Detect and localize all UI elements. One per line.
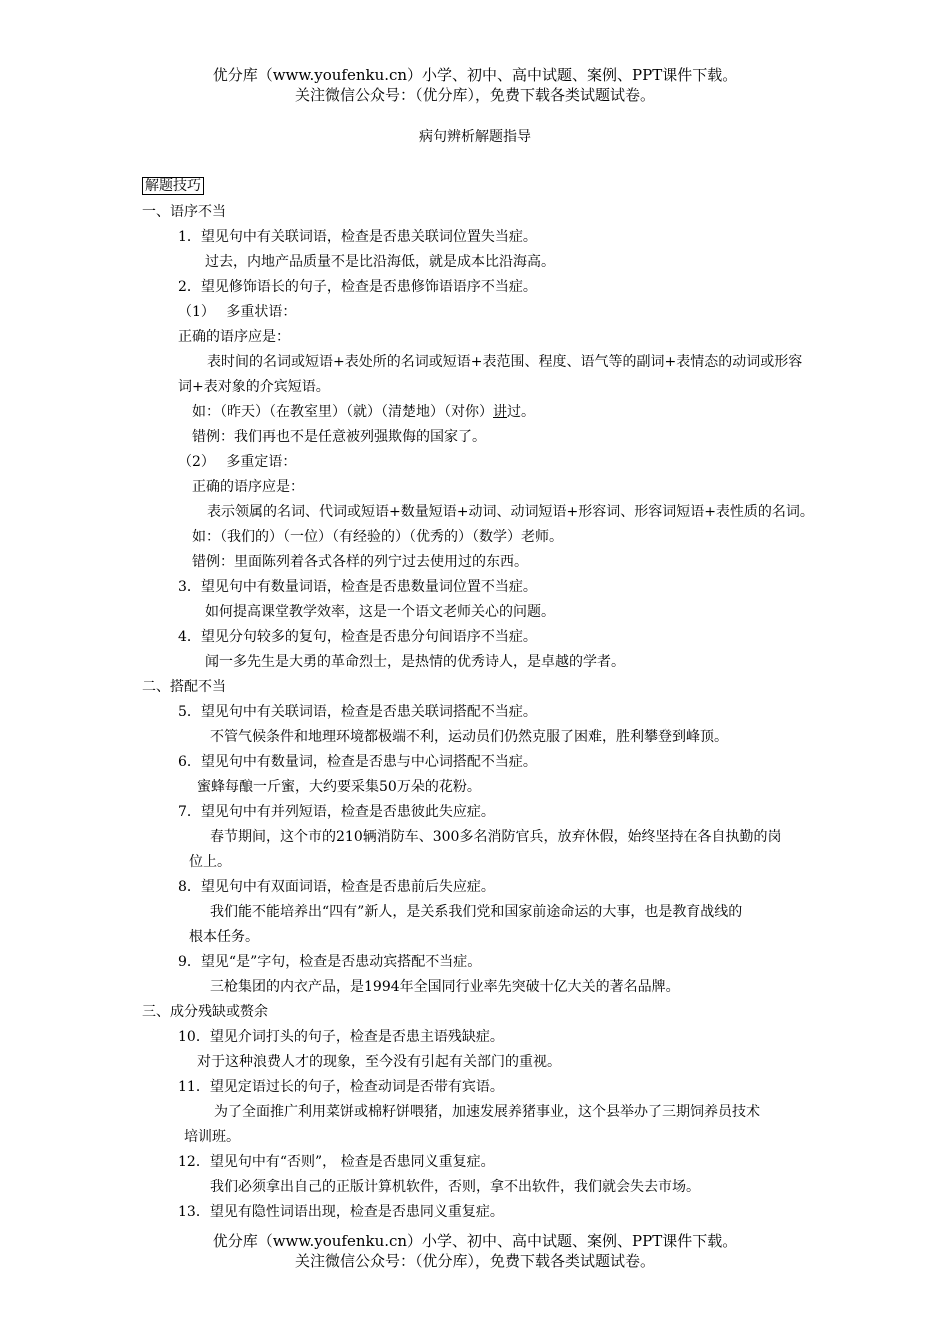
item-2-sub-2-example: 如：（我们的）（一位）（有经验的）（优秀的）（数学）老师。 — [192, 529, 563, 545]
page-title: 病句辨析解题指导 — [419, 129, 531, 145]
item-5: 5．望见句中有关联词语，检查是否患关联词搭配不当症。 — [178, 704, 537, 720]
item-2: 2．望见修饰语长的句子，检查是否患修饰语语序不当症。 — [178, 279, 537, 295]
item-2-sub-2-rule: 表示领属的名词、代词或短语+数量短语+动词、动词短语+形容词、形容词短语+表性质的名词。 — [207, 504, 814, 520]
item-9-example: 三枪集团的内衣产品，是1994年全国同行业率先突破十亿大关的著名品牌。 — [210, 979, 680, 995]
header-line-1: 优分库（www.youfenku.cn）小学、初中、高中试题、案例、PPT课件下载。 — [212, 66, 738, 84]
tips-box-label — [142, 177, 204, 195]
item-9: 9．望见“是”字句，检查是否患动宾搭配不当症。 — [178, 954, 482, 970]
item-3-example: 如何提高课堂教学效率，这是一个语文老师关心的问题。 — [205, 604, 555, 620]
example-prefix: 如：（昨天）（在教室里）（就）（清楚地）（对你） — [192, 404, 493, 420]
item-2-sub-2-label: 正确的语序应是： — [192, 479, 304, 495]
section-3-heading: 三、成分残缺或赘余 — [142, 1004, 268, 1020]
tips-box: 解题技巧 — [142, 177, 204, 195]
item-1-example: 过去，内地产品质量不是比沿海低，就是成本比沿海高。 — [205, 254, 555, 270]
item-8-example-line-1: 我们能不能培养出“四有”新人，是关系我们党和国家前途命运的大事，也是教育战线的 — [210, 904, 743, 920]
item-2-sub-1-example — [192, 403, 535, 421]
example-suffix: 过。 — [507, 404, 535, 420]
item-11-example-line-1: 为了全面推广利用菜饼或棉籽饼喂猪，加速发展养猪事业，这个县举办了三期饲养员技术 — [214, 1104, 760, 1120]
item-8: 8．望见句中有双面词语，检查是否患前后失应症。 — [178, 879, 495, 895]
item-6: 6．望见句中有数量词，检查是否患与中心词搭配不当症。 — [178, 754, 537, 770]
item-7-example-line-1: 春节期间，这个市的210辆消防车、300多名消防官兵，放弃休假，始终坚持在各自执勤的岗 — [210, 829, 782, 845]
header-line-2: 关注微信公众号：（优分库），免费下载各类试题试卷。 — [294, 86, 655, 104]
item-12: 12．望见句中有“否则”， 检查是否患同义重复症。 — [178, 1154, 495, 1170]
footer-line-2: 关注微信公众号：（优分库），免费下载各类试题试卷。 — [294, 1252, 655, 1270]
item-8-example-line-2: 根本任务。 — [189, 929, 259, 945]
item-7: 7．望见句中有并列短语，检查是否患彼此失应症。 — [178, 804, 495, 820]
item-13: 13．望见有隐性词语出现，检查是否患同义重复症。 — [178, 1204, 504, 1220]
item-4: 4．望见分句较多的复句，检查是否患分句间语序不当症。 — [178, 629, 537, 645]
item-2-sub-1-label: 正确的语序应是： — [178, 329, 290, 345]
item-5-example: 不管气候条件和地理环境都极端不利，运动员们仍然克服了困难，胜利攀登到峰顶。 — [210, 729, 728, 745]
footer-line-1: 优分库（www.youfenku.cn）小学、初中、高中试题、案例、PPT课件下载。 — [212, 1232, 738, 1250]
item-2-sub-2-error-example: 错例：里面陈列着各式各样的列宁过去使用过的东西。 — [192, 554, 528, 570]
item-2-sub-1-error-example: 错例：我们再也不是任意被列强欺侮的国家了。 — [192, 429, 486, 445]
item-2-sub-1: （1） 多重状语： — [178, 304, 297, 320]
section-2-heading: 二、搭配不当 — [142, 679, 226, 695]
item-10-example: 对于这种浪费人才的现象，至今没有引起有关部门的重视。 — [197, 1054, 561, 1070]
item-2-sub-1-rule-1: 表时间的名词或短语+表处所的名词或短语+表范围、程度、语气等的副词+表情态的动词或形容 — [207, 354, 803, 370]
item-2-sub-1-rule-2: 词+表对象的介宾短语。 — [178, 379, 330, 395]
underlined-word: 讲 — [493, 404, 507, 420]
item-7-example-line-2: 位上。 — [189, 854, 231, 870]
item-11-example-line-2: 培训班。 — [184, 1129, 240, 1145]
item-3: 3．望见句中有数量词语，检查是否患数量词位置不当症。 — [178, 579, 537, 595]
item-1: 1．望见句中有关联词语，检查是否患关联词位置失当症。 — [178, 229, 537, 245]
item-4-example: 闻一多先生是大勇的革命烈士，是热情的优秀诗人，是卓越的学者。 — [205, 654, 625, 670]
item-12-example: 我们必须拿出自己的正版计算机软件，否则，拿不出软件，我们就会失去市场。 — [210, 1179, 700, 1195]
item-11: 11．望见定语过长的句子，检查动词是否带有宾语。 — [178, 1079, 504, 1095]
item-6-example: 蜜蜂每酿一斤蜜，大约要采集50万朵的花粉。 — [197, 779, 481, 795]
section-1-heading: 一、语序不当 — [142, 204, 226, 220]
item-10: 10．望见介词打头的句子，检查是否患主语残缺症。 — [178, 1029, 504, 1045]
item-2-sub-2: （2） 多重定语： — [178, 454, 297, 470]
